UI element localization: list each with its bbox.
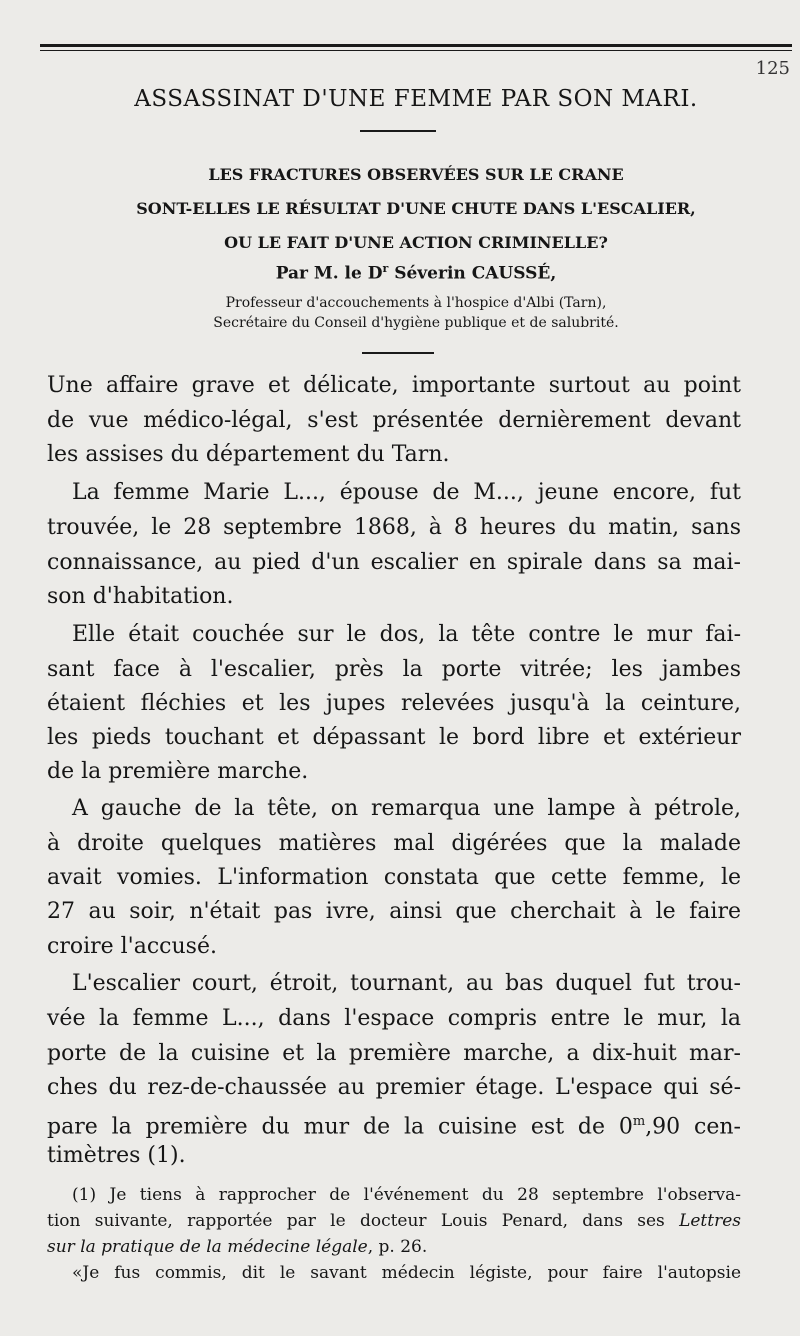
body-line: Une affaire grave et délicate, importante surtout au point (47, 373, 741, 398)
body-line: sant face à l'escalier, près la porte vitrée; les jambes (47, 657, 741, 682)
title-rule (360, 130, 436, 132)
body-line: connaissance, au pied d'un escalier en spirale dans sa mai- (47, 550, 741, 575)
body-line: de la première marche. (47, 759, 309, 784)
body-line: Elle était couchée sur le dos, la tête contre le mur fai- (72, 622, 741, 647)
article-subtitle (40, 158, 792, 260)
article-title: ASSASSINAT D'UNE FEMME PAR SON MARI. (134, 86, 698, 112)
header-rule (40, 44, 792, 51)
body-line: les assises du département du Tarn. (47, 442, 450, 467)
footnote-line: sur la pratique de la médecine légale, p. 26. (47, 1237, 428, 1257)
body-line: pare la première du mur de la cuisine est de 0$^m$,90 cen- (47, 1114, 741, 1140)
body-line: trouvée, le 28 septembre 1868, à 8 heures du matin, sans (47, 515, 741, 540)
body-line: timètres (1). (47, 1143, 186, 1168)
body-line: de vue médico-légal, s'est présentée dernièrement devant (47, 408, 741, 433)
subtitle-line: LES FRACTURES OBSERVÉES SUR LE CRANE (208, 165, 624, 184)
page-number: 125 (755, 58, 790, 79)
body-line: vée la femme L..., dans l'espace compris entre le mur, la (47, 1006, 741, 1031)
body-line: avait vomies. L'information constata que cette femme, le (47, 865, 741, 890)
subtitle-line: SONT-ELLES LE RÉSULTAT D'UNE CHUTE DANS L'ESCALIER, (136, 199, 696, 218)
body-line: La femme Marie L..., épouse de M..., jeune encore, fut (72, 480, 741, 505)
subtitle-line: OU LE FAIT D'UNE ACTION CRIMINELLE? (224, 233, 608, 252)
body-line: étaient fléchies et les jupes relevées jusqu'à la ceinture, (47, 691, 741, 716)
body-line: son d'habitation. (47, 584, 234, 609)
body-line: croire l'accusé. (47, 934, 217, 959)
body-line: ches du rez-de-chaussée au premier étage. L'espace qui sé- (47, 1075, 741, 1100)
footnote-line: (1) Je tiens à rapprocher de l'événement du 28 septembre l'observa- (72, 1185, 741, 1205)
body-line: porte de la cuisine et la première marche, a dix-huit mar- (47, 1041, 741, 1066)
author-byline: Par M. le $D^r$ Séverin CAUSSÉ, (275, 262, 557, 284)
body-line: 27 au soir, n'était pas ivre, ainsi que cherchait à le faire (47, 899, 741, 924)
section-rule (362, 352, 434, 354)
body-line: L'escalier court, étroit, tournant, au bas duquel fut trou- (72, 971, 741, 996)
affiliation-line: Secrétaire du Conseil d'hygiène publique et de salubrité. (213, 315, 619, 331)
body-line: les pieds touchant et dépassant le bord libre et extérieur (47, 725, 741, 750)
body-line: A gauche de la tête, on remarqua une lampe à pétrole, (72, 796, 741, 821)
affiliation-line: Professeur d'accouchements à l'hospice d'Albi (Tarn), (225, 295, 607, 311)
footnote-line: «Je fus commis, dit le savant médecin légiste, pour faire l'autopsie (72, 1263, 741, 1283)
footnote-line: tion suivante, rapportée par le docteur Louis Penard, dans ses Lettres (47, 1211, 741, 1231)
body-line: à droite quelques matières mal digérées que la malade (47, 831, 741, 856)
author-affiliation (40, 293, 792, 333)
